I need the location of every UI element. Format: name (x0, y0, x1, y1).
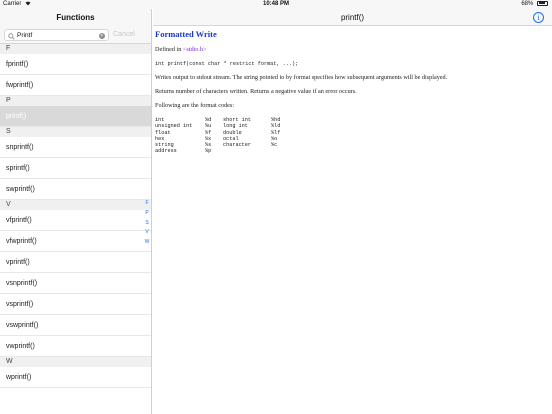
format-code-cell: float (155, 129, 171, 136)
index-letter[interactable]: V (145, 229, 149, 236)
header-link[interactable]: <stdio.h> (182, 46, 207, 53)
format-code-cell: %f (205, 129, 212, 136)
format-code-cell: character (223, 142, 252, 149)
function-row[interactable]: vwprintf() (0, 336, 152, 357)
info-icon[interactable]: i (533, 12, 544, 23)
detail-header (153, 9, 552, 26)
format-code-cell: %lf (271, 129, 281, 136)
format-code-cell: int (155, 117, 165, 124)
search-field[interactable] (4, 29, 109, 41)
format-code-cell: string (155, 142, 174, 149)
function-row[interactable]: snprintf() (0, 137, 152, 158)
function-row[interactable]: vsnprintf() (0, 273, 152, 294)
format-code-cell: %c (271, 142, 278, 149)
format-intro: Following are the format codes: (155, 102, 235, 110)
function-row[interactable]: vswprintf() (0, 315, 152, 336)
format-code-row (155, 148, 280, 154)
cancel-button[interactable]: Cancel (113, 31, 135, 38)
format-code-cell: %x (205, 135, 212, 142)
search-bar (0, 26, 151, 44)
function-row[interactable]: swprintf() (0, 179, 152, 200)
section-header: S (0, 127, 152, 137)
index-letter[interactable]: F (145, 200, 149, 206)
format-code-cell: %d (205, 117, 212, 124)
function-list (0, 44, 152, 388)
defined-in-label: Defined in (155, 46, 183, 53)
function-row[interactable]: vprintf() (0, 252, 152, 273)
signature: int printf(const char * restrict format, ...); (155, 61, 299, 67)
clear-search-icon[interactable]: × (100, 32, 104, 39)
format-code-cell: double (223, 129, 242, 136)
format-code-cell: %p (205, 148, 212, 155)
format-code-cell: hex (155, 135, 165, 142)
function-row[interactable]: vfprintf() (0, 210, 152, 231)
format-code-cell: %ld (271, 123, 281, 130)
section-header: P (0, 96, 152, 106)
format-code-cell: long int (223, 123, 248, 130)
section-header: F (0, 44, 152, 54)
function-row[interactable]: sprintf() (0, 158, 152, 179)
search-input[interactable] (17, 30, 97, 41)
format-code-cell: address (155, 148, 177, 155)
index-letter[interactable]: S (145, 219, 149, 226)
format-code-cell: octal (223, 135, 239, 142)
sidebar (0, 9, 152, 414)
carrier-label: Carrier (3, 1, 22, 7)
format-code-cell: unsigned int (155, 123, 193, 130)
sidebar-title: Functions (0, 9, 151, 26)
detail-title: printf() (340, 13, 365, 22)
status-right (521, 0, 548, 9)
format-code-cell: %u (205, 123, 212, 130)
function-row[interactable]: fwprintf() (0, 75, 152, 96)
format-code-cell (223, 148, 271, 154)
index-letter[interactable]: P (145, 209, 149, 216)
battery-percent: 68% (521, 1, 534, 7)
detail-heading: Formatted Write (155, 29, 217, 39)
format-code-cell: %o (271, 135, 278, 142)
return-value: Returns number of characters written. Returns a negative value if an error occurs. (155, 88, 357, 96)
format-code-cell: short int (223, 117, 252, 124)
function-row[interactable]: wprintf() (0, 367, 152, 388)
format-codes-table (155, 117, 280, 154)
section-header: W (0, 357, 152, 367)
defined-in (155, 46, 545, 54)
format-code-cell (271, 148, 280, 154)
description: Writes output to stdout stream. The string pointed to by format specifies how subsequent arguments will be displayed. (155, 74, 448, 82)
search-icon (8, 33, 15, 40)
status-bar (0, 0, 552, 9)
function-row[interactable]: vsprintf() (0, 294, 152, 315)
battery-icon (537, 1, 548, 6)
format-code-cell: %hd (271, 117, 281, 124)
function-row[interactable]: fprintf() (0, 54, 152, 75)
status-time: 10:48 PM (262, 1, 289, 7)
function-row[interactable]: vfwprintf() (0, 231, 152, 252)
section-index[interactable] (143, 199, 151, 248)
function-row[interactable]: printf() (0, 106, 152, 127)
detail-body (155, 28, 545, 154)
index-letter[interactable]: W (144, 239, 150, 246)
section-header: V (0, 200, 152, 210)
format-code-cell: %s (205, 142, 212, 149)
